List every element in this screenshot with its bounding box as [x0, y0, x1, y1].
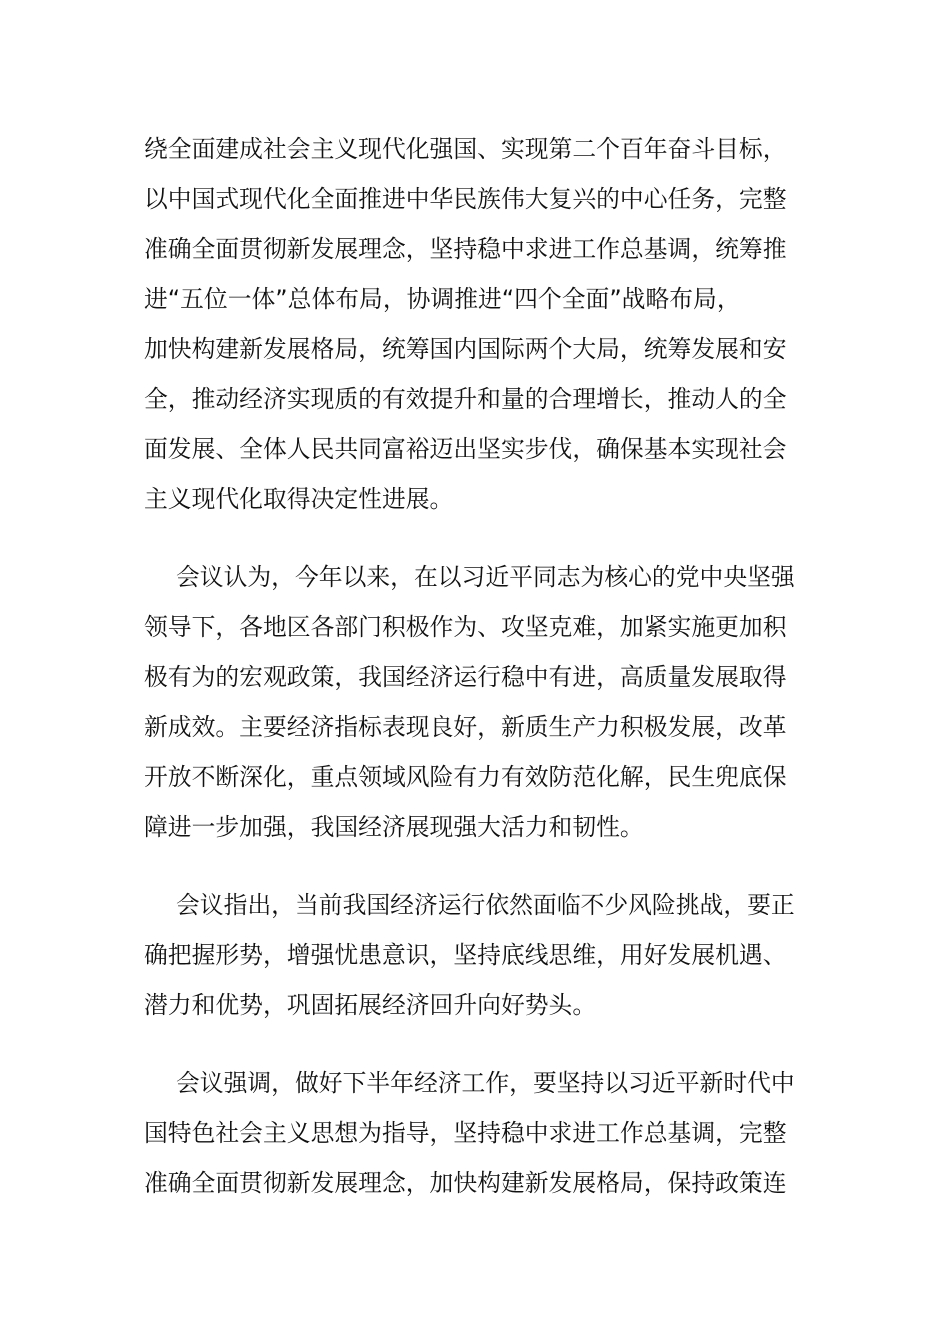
- text-line: 进“五位一体”总体布局，协调推进“四个全面”战略布局，: [144, 285, 741, 313]
- paragraph-spacer: [144, 852, 808, 880]
- text-line: 以中国式现代化全面推进中华民族伟大复兴的中心任务，完整: [144, 185, 787, 213]
- text-line: 绕全面建成社会主义现代化强国、实现第二个百年奋斗目标，: [144, 135, 787, 163]
- text-line: 潜力和优势，巩固拓展经济回升向好势头。: [144, 991, 597, 1019]
- text-line: 主义现代化取得决定性进展。: [144, 485, 454, 513]
- text-line: 准确全面贯彻新发展理念，加快构建新发展格局，保持政策连: [144, 1169, 787, 1197]
- text-line: 极有为的宏观政策，我国经济运行稳中有进，高质量发展取得: [144, 663, 787, 691]
- text-line: 加快构建新发展格局，统筹国内国际两个大局，统筹发展和安: [144, 335, 787, 363]
- text-line: 全，推动经济实现质的有效提升和量的合理增长，推动人的全: [144, 385, 787, 413]
- text-line: 障进一步加强，我国经济展现强大活力和韧性。: [144, 813, 644, 841]
- text-line: 准确全面贯彻新发展理念，坚持稳中求进工作总基调，统筹推: [144, 235, 787, 263]
- text-line: 确把握形势，增强忧患意识，坚持底线思维，用好发展机遇、: [144, 941, 787, 969]
- text-line: 国特色社会主义思想为指导，坚持稳中求进工作总基调，完整: [144, 1119, 787, 1147]
- paragraph-3: [144, 880, 808, 1030]
- paragraph-spacer: [144, 524, 808, 552]
- paragraph-1: [144, 124, 808, 524]
- paragraph-4: [144, 1058, 808, 1208]
- document-body: [144, 124, 808, 1208]
- paragraph-2: [144, 552, 808, 852]
- text-line: 开放不断深化，重点领域风险有力有效防范化解，民生兜底保: [144, 763, 787, 791]
- paragraph-spacer: [144, 1030, 808, 1058]
- text-line: 会议指出，当前我国经济运行依然面临不少风险挑战，要正: [176, 891, 795, 919]
- text-line: 领导下，各地区各部门积极作为、攻坚克难，加紧实施更加积: [144, 613, 787, 641]
- text-line: 新成效。主要经济指标表现良好，新质生产力积极发展，改革: [144, 713, 787, 741]
- text-line: 会议强调，做好下半年经济工作，要坚持以习近平新时代中: [176, 1069, 795, 1097]
- text-line: 面发展、全体人民共同富裕迈出坚实步伐，确保基本实现社会: [144, 435, 787, 463]
- text-line: 会议认为，今年以来，在以习近平同志为核心的党中央坚强: [176, 563, 795, 591]
